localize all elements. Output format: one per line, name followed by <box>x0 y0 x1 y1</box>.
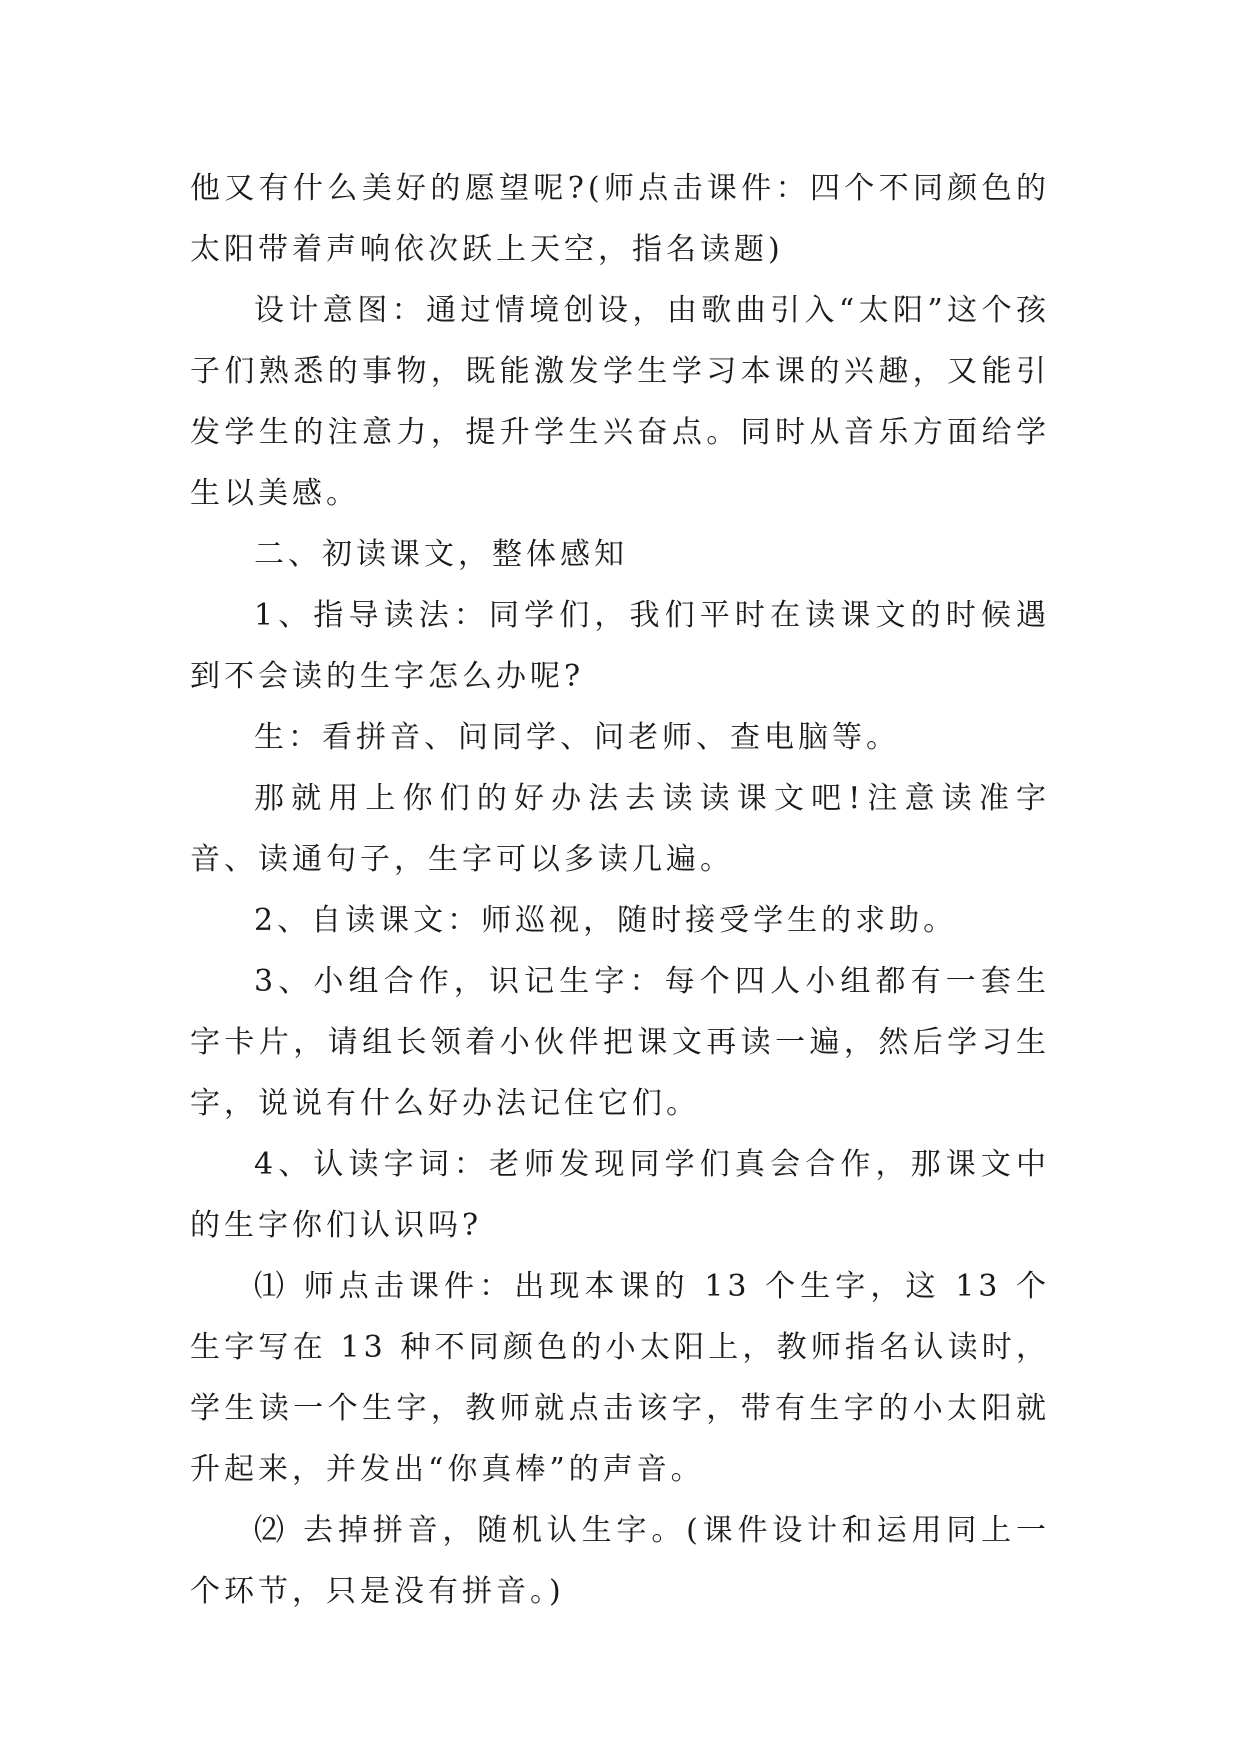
paragraph-design-intent: 设计意图：通过情境创设，由歌曲引入“太阳”这个孩子们熟悉的事物，既能激发学生学习本课的兴趣，又能引发学生的注意力，提升学生兴奋点。同时从音乐方面给学生以美感。 <box>190 293 1050 511</box>
paragraph-substep-2: ⑵ 去掉拼音，随机认生字。(课件设计和运用同上一个环节，只是没有拼音。) <box>190 1513 1050 1609</box>
paragraph-step-1: 1、指导读法：同学们，我们平时在读课文的时候遇到不会读的生字怎么办呢? <box>190 598 1050 694</box>
document-body <box>190 158 1050 1622</box>
paragraph-continuation: 他又有什么美好的愿望呢?(师点击课件：四个不同颜色的太阳带着声响依次跃上天空，指名读题) <box>190 171 1050 267</box>
paragraph-step-3: 3、小组合作，识记生字：每个四人小组都有一套生字卡片，请组长领着小伙伴把课文再读一遍，然后学习生字，说说有什么好办法记住它们。 <box>190 964 1050 1121</box>
paragraph-student-answer: 生：看拼音、问同学、问老师、查电脑等。 <box>254 720 900 755</box>
paragraph-step-4: 4、认读字词：老师发现同学们真会合作，那课文中的生字你们认识吗? <box>190 1147 1050 1243</box>
section-heading: 二、初读课文，整体感知 <box>254 537 628 572</box>
paragraph-instruction: 那就用上你们的好办法去读读课文吧!注意读准字音、读通句子，生字可以多读几遍。 <box>190 781 1050 877</box>
paragraph-step-2: 2、自读课文：师巡视，随时接受学生的求助。 <box>254 903 958 938</box>
paragraph-substep-1: ⑴ 师点击课件：出现本课的 13 个生字，这 13 个生字写在 13 种不同颜色的小太阳上，教师指名认读时，学生读一个生字，教师就点击该字，带有生字的小太阳就升起来，并发出“你真棒”的声音。 <box>190 1269 1050 1487</box>
